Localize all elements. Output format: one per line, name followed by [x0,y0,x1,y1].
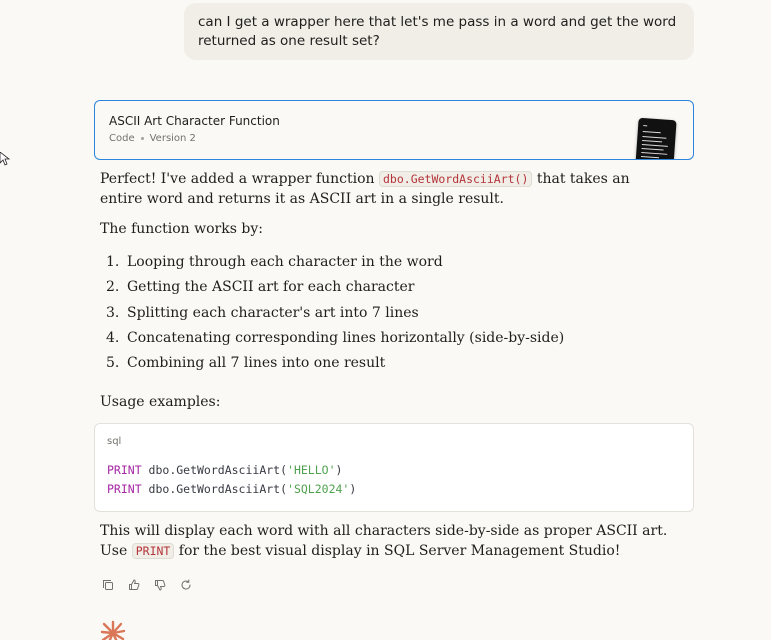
response-intro [100,169,670,209]
intro-text-after: that takes an entire word and returns it as ASCII art in a single result. [100,171,630,207]
outro-text-after: for the best visual display in SQL Server Management Studio! [174,543,621,559]
code-string: 'SQL2024' [287,482,350,496]
steps-list [106,252,564,378]
list-item [106,277,564,302]
step-text: Getting the ASCII art for each character [127,279,415,296]
code-string: 'HELLO' [287,463,336,477]
artifact-meta [109,133,196,144]
retry-icon[interactable] [178,577,193,592]
list-item [106,252,564,277]
artifact-card[interactable] [94,100,694,160]
artifact-version: Version 2 [149,133,196,144]
list-item [106,303,564,328]
step-number: 3. [106,304,120,321]
code-block[interactable] [94,423,694,512]
user-message-bubble [184,3,694,60]
code-keyword: PRINT [107,482,142,496]
artifact-title: ASCII Art Character Function [109,114,280,128]
works-by-text: The function works by: [100,221,263,237]
step-number: 4. [106,329,120,346]
code-function: dbo.GetWordAsciiArt( [141,482,288,496]
step-number: 5. [106,355,120,372]
mouse-cursor-icon [0,152,10,166]
step-number: 1. [106,254,120,270]
code-keyword: PRINT [107,463,142,477]
step-text: Concatenating corresponding lines horizontally (side-by-side) [127,329,565,346]
list-item [106,353,564,378]
inline-code-function: dbo.GetWordAsciiArt() [379,171,532,187]
response-outro [100,521,670,561]
list-item [106,328,564,353]
separator-dot [141,137,144,140]
inline-code-print: PRINT [132,543,175,559]
copy-icon[interactable] [100,577,115,592]
thumbs-down-icon[interactable] [152,577,167,592]
usage-heading: Usage examples: [100,394,221,410]
code-function: dbo.GetWordAsciiArt( [141,463,288,477]
message-actions [100,577,193,592]
artifact-type: Code [109,133,135,144]
user-message-text: can I get a wrapper here that let's me pass in a word and get the word returned as one result set? [198,14,677,49]
code-paren: ) [335,463,343,477]
code-line [107,482,356,496]
artifact-thumbnail [635,118,676,160]
code-language-label: sql [107,436,122,447]
code-paren: ) [349,482,357,496]
step-text: Combining all 7 lines into one result [127,355,386,372]
outro-text-before: This will display each word with all characters side-by-side as proper ASCII art. Use [100,523,668,559]
step-text: Splitting each character's art into 7 lines [127,304,419,321]
step-number: 2. [106,279,120,296]
spark-logo-icon [100,620,126,640]
step-text: Looping through each character in the word [127,254,443,270]
code-line [107,463,342,477]
thumbs-up-icon[interactable] [126,577,141,592]
intro-text-before: Perfect! I've added a wrapper function [100,171,379,187]
